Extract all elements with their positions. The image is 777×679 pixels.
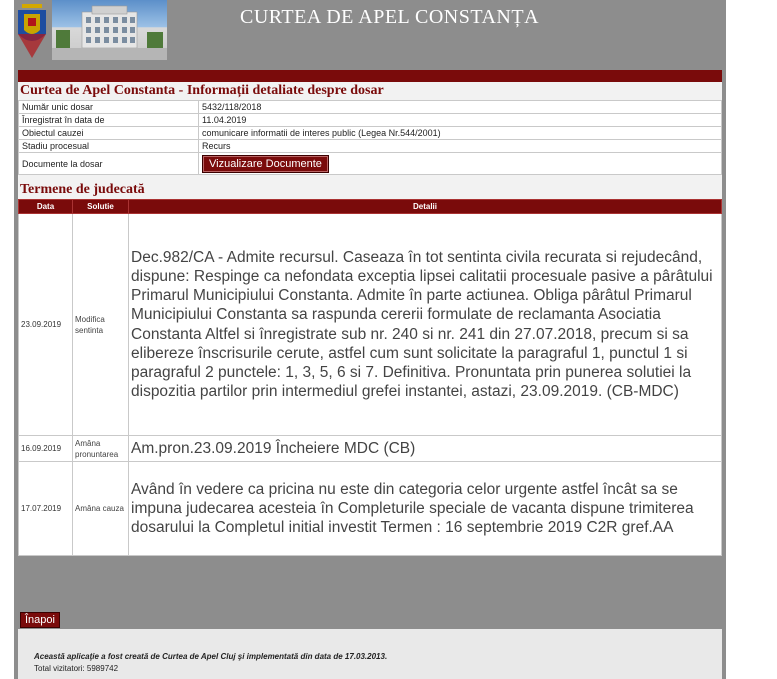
table-row (19, 214, 722, 436)
procedural-stage-label: Stadiu procesual (19, 140, 199, 153)
hearing-details: Având în vedere ca pricina nu este din categoria celor urgente astfel încât sa se impuna judecarea acesteia în Completurile speciale de vacanta dispune trimiterea dosarului la Completul initial investit Termen : 16 septembrie 2019 C2R gref.AA (129, 462, 722, 556)
registered-date-value: 11.04.2019 (199, 114, 722, 127)
title-band (18, 70, 722, 82)
case-info-row (19, 153, 722, 175)
table-row (19, 436, 722, 462)
coat-of-arms-icon (14, 0, 50, 62)
case-object-label: Obiectul cauzei (19, 127, 199, 140)
visitor-counter: Total vizitatori: 5989742 (34, 664, 119, 673)
registered-date-label: Înregistrat în data de (19, 114, 199, 127)
courthouse-photo (52, 0, 167, 60)
hearing-solution: Amâna cauza (73, 462, 129, 556)
hearing-date: 17.07.2019 (19, 462, 73, 556)
column-header-date: Data (19, 200, 73, 214)
hearing-date: 23.09.2019 (19, 214, 73, 436)
hearing-solution: Modifica sentinta (73, 214, 129, 436)
hearings-table (18, 199, 722, 556)
hearing-details: Am.pron.23.09.2019 Încheiere MDC (CB) (129, 436, 722, 462)
case-number-value: 5432/118/2018 (199, 101, 722, 114)
case-info-row (19, 140, 722, 153)
documents-cell (199, 153, 722, 175)
column-header-solution: Solutie (73, 200, 129, 214)
court-title: CURTEA DE APEL CONSTANȚA (240, 6, 540, 28)
procedural-stage-value: Recurs (199, 140, 722, 153)
back-button[interactable]: Înapoi (20, 612, 60, 628)
hearing-details: Dec.982/CA - Admite recursul. Caseaza în tot sentinta civila recurata si rejudecând, dispune: Respinge ca nefondata exceptia lipsei calitatii procesuale pasive a pârâtului Primarul Municipiului Constanta. Admite în parte actiunea. Obliga pârâtul Primarul Municipiului Constanta sa raspunda cererii formulate de reclamanta Asociatia Constanta Altfel si înregistrate sub nr. 240 si nr. 241 din 27.07.2018, precum si sa elibereze înscrisurile cerute, astfel cum sunt solicitate la paragraful 1, punctul 1 si paragraful 2 punctele: 1, 3, 5, 6 si 7. Definitiva. Pronuntata prin punerea solutiei la dispozitia partilor prin intermediul grefei instantei, astazi, 23.09.2019. (CB-MDC) (129, 214, 722, 436)
footer (18, 629, 722, 679)
back-bar (18, 609, 722, 629)
hearing-solution: Amâna pronuntarea (73, 436, 129, 462)
documents-label: Documente la dosar (19, 153, 199, 175)
case-info-row (19, 114, 722, 127)
case-info-row (19, 101, 722, 114)
case-info-title: Curtea de Apel Constanta - Informații detaliate despre dosar (18, 82, 722, 100)
case-number-label: Număr unic dosar (19, 101, 199, 114)
case-info-row (19, 127, 722, 140)
header-banner (14, 0, 726, 65)
case-info-table (18, 100, 722, 175)
case-object-value: comunicare informatii de interes public (Legea Nr.544/2001) (199, 127, 722, 140)
main-content (18, 82, 722, 556)
hearings-header-row (19, 200, 722, 214)
hearing-date: 16.09.2019 (19, 436, 73, 462)
hearings-title: Termene de judecată (18, 181, 722, 199)
column-header-details: Detalii (129, 200, 722, 214)
table-row (19, 462, 722, 556)
page-container (14, 0, 726, 679)
footer-credit: Această aplicaţie a fost creată de Curtea de Apel Cluj şi implementată din data de 17.03.2013. (34, 652, 388, 661)
view-documents-button[interactable]: Vizualizare Documente (202, 155, 329, 173)
